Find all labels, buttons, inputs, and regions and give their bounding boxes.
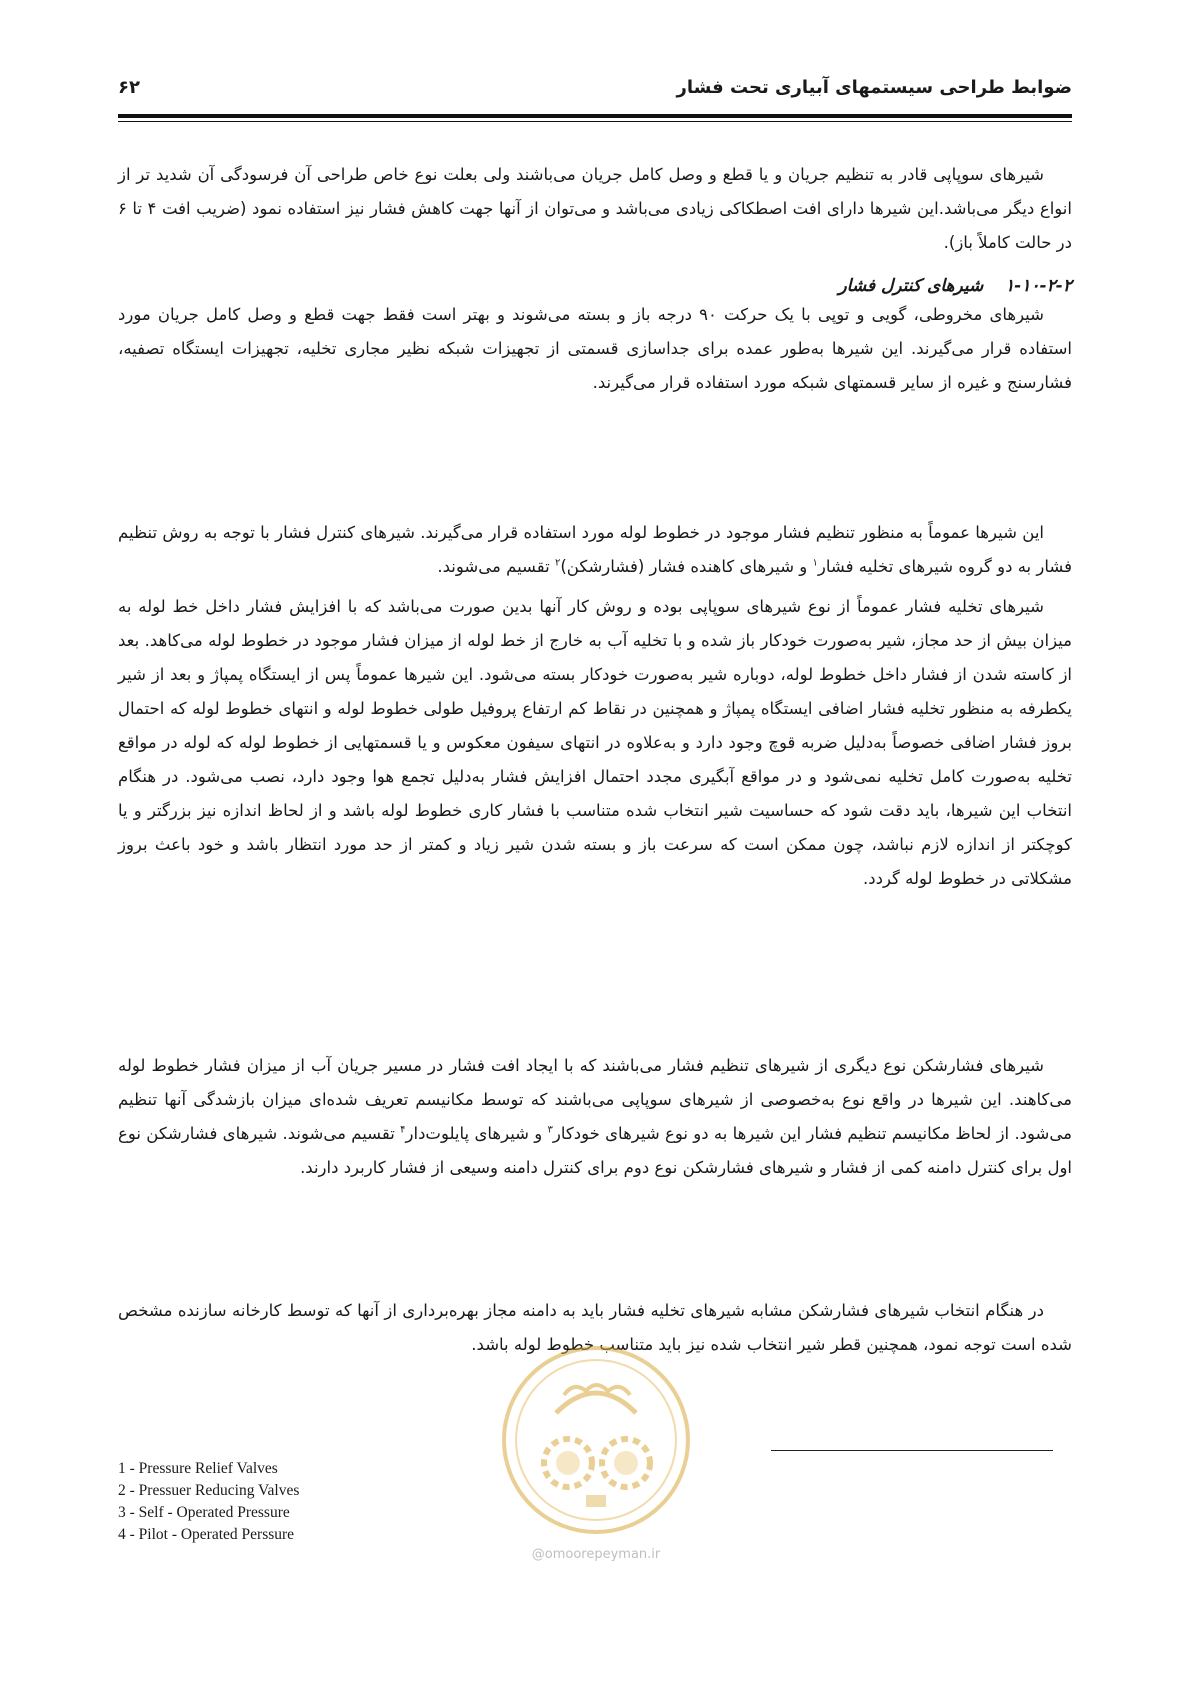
section-heading	[118, 276, 1072, 296]
footnote-item: 1 - Pressure Relief Valves	[118, 1460, 278, 1477]
footnote-ref-4: ۴	[400, 1124, 406, 1136]
footnotes	[118, 1458, 299, 1546]
paragraph-globe-valves: شیرهای سوپاپی قادر به تنظیم جریان و یا قطع و وصل کامل جریان می‌باشند ولی بعلت نوع خاص طراحی آن فرسودگی آن شدید تر از انواع دیگر می‌باشد.این شیرها دارای افت اصطکاکی زیادی می‌باشد و می‌توان از آنها جهت کاهش فشار نیز استفاده نمود (ضریب افت ۴ تا ۶ در حالت کاملاً باز).	[118, 165, 1072, 252]
page-number: ۶۲	[118, 76, 140, 98]
paragraph-relief-valves: شیرهای تخلیه فشار عموماً از نوع شیرهای سوپاپی بوده و روش کار آنها بدین صورت می‌باشد که با افزایش فشار داخل خط لوله به میزان بیش از حد مجاز، شیر به‌صورت خودکار باز شده و با تخلیه آب به خارج از خط لوله از میزان فشار موجود در خطوط لوله می‌کاهد. بعد از کاسته شدن از فشار داخل خطوط لوله، دوباره شیر به‌صورت خودکار بسته می‌شود. این شیرها عموماً پس از ایستگاه پمپاژ و بعد از شیر یکطرفه به منظور تخلیه فشار اضافی ایستگاه پمپاژ و همچنین در نقاط کم ارتفاع پروفیل طولی خطوط لوله و انتهای خطوط لوله که احتمال بروز فشار اضافی خصوصاً به‌دلیل ضربه قوچ وجود دارد و به‌علاوه در انتهای سیفون معکوس و یا قسمتهایی از خطوط لوله که لوله در مواقع تخلیه به‌صورت کامل تخلیه نمی‌شود و در مواقع آبگیری مجدد احتمال افزایش فشار به‌دلیل تجمع هوا وجود دارد، نصب می‌شود. در هنگام انتخاب این شیرها، باید دقت شود که حساسیت شیر انتخاب شده متناسب با فشار کاری خطوط لوله باشد و از لحاظ اندازه نیز بزرگتر و یا کوچکتر از اندازه لازم نباشد، چون ممکن است که سرعت باز و بسته شدن شیر زیاد و کمتر از حد مورد انتظار باشد و خود باعث بروز مشکلاتی در خطوط لوله گردد.	[118, 597, 1072, 888]
paragraph-reducing-valves	[118, 1049, 1072, 1185]
paragraph-pressure-control-intro	[118, 516, 1072, 584]
text-run: شیرهای فشارشکن نوع دیگری از شیرهای تنظیم فشار می‌باشند که با ایجاد افت فشار در مسیر جریان آب از میزان فشار خطوط لوله می‌کاهند. این شیرها در واقع نوع به‌خصوصی از شیرهای سوپاپی می‌باشند که توسط مکانیسم تعریف شده‌ای میزان بازشدگی آنها تنظیم می‌شود. از لحاظ مکانیسم تنظیم فشار این شیرها به دو نوع شیرهای خودکار	[118, 1056, 1072, 1143]
footnote-ref-3: ۳	[547, 1124, 553, 1136]
section-number: ۱-۱۰-۲-۲	[1005, 276, 1072, 296]
header-rule-thick	[118, 114, 1072, 118]
footnote-separator	[771, 1450, 1053, 1451]
paragraph-reducing-selection: در هنگام انتخاب شیرهای فشارشکن مشابه شیرهای تخلیه فشار باید به دامنه مجاز بهره‌برداری از آنها که توسط کارخانه سازنده مشخص شده است توجه نمود، همچنین قطر شیر انتخاب شده نیز باید متناسب خطوط لوله باشد.	[118, 1301, 1072, 1354]
text-run: تقسیم می‌شوند. شیرهای فشارشکن نوع اول برای کنترل دامنه کمی از فشار و شیرهای فشارشکن نوع دوم برای کنترل دامنه وسیعی از فشار کاربرد دارند.	[118, 1124, 1072, 1177]
header-rule-thin	[118, 121, 1072, 122]
text-run: این شیرها عموماً به منظور تنظیم فشار موجود در خطوط لوله مورد استفاده قرار می‌گیرند. شیرهای کنترل فشار با توجه به روش تنظیم فشار به دو گروه شیرهای تخلیه فشار	[118, 523, 1072, 576]
footnote-item: 3 - Self - Operated Pressure	[118, 1504, 290, 1521]
footnote-ref-2: ۲	[554, 557, 561, 569]
watermark-seal-icon	[486, 1335, 706, 1545]
footnote-ref-1: ۱	[812, 557, 818, 569]
footnote-item: 4 - Pilot - Operated Perssure	[118, 1526, 295, 1543]
running-title: ضوابط طراحی سیستمهای آبیاری تحت فشار	[676, 76, 1072, 98]
text-run: و شیرهای کاهنده فشار (فشارشکن)	[560, 557, 813, 576]
section-title: شیرهای کنترل فشار	[838, 276, 984, 296]
watermark-logo	[486, 1335, 706, 1565]
text-run: تقسیم می‌شوند.	[437, 557, 555, 576]
text-run: و شیرهای پایلوت‌دار	[405, 1124, 548, 1143]
paragraph-cone-ball-plug-valves: شیرهای مخروطی، گویی و توپی با یک حرکت ۹۰ درجه باز و بسته می‌شوند و بهتر است فقط جهت قطع و وصل کامل جریان مورد استفاده قرار می‌گیرند. این شیرها به‌طور عمده برای جداسازی قسمتی از تجهیزات شبکه نظیر مجاری تخلیه، تجهیزات ایستگاه تصفیه، فشارسنج و غیره از سایر قسمتهای شبکه مورد استفاده قرار می‌گیرند.	[118, 305, 1072, 392]
footnote-item: 2 - Pressuer Reducing Valves	[118, 1482, 300, 1499]
page-header	[118, 70, 1072, 104]
watermark-url: @omoorepeyman.ir	[531, 1547, 661, 1562]
